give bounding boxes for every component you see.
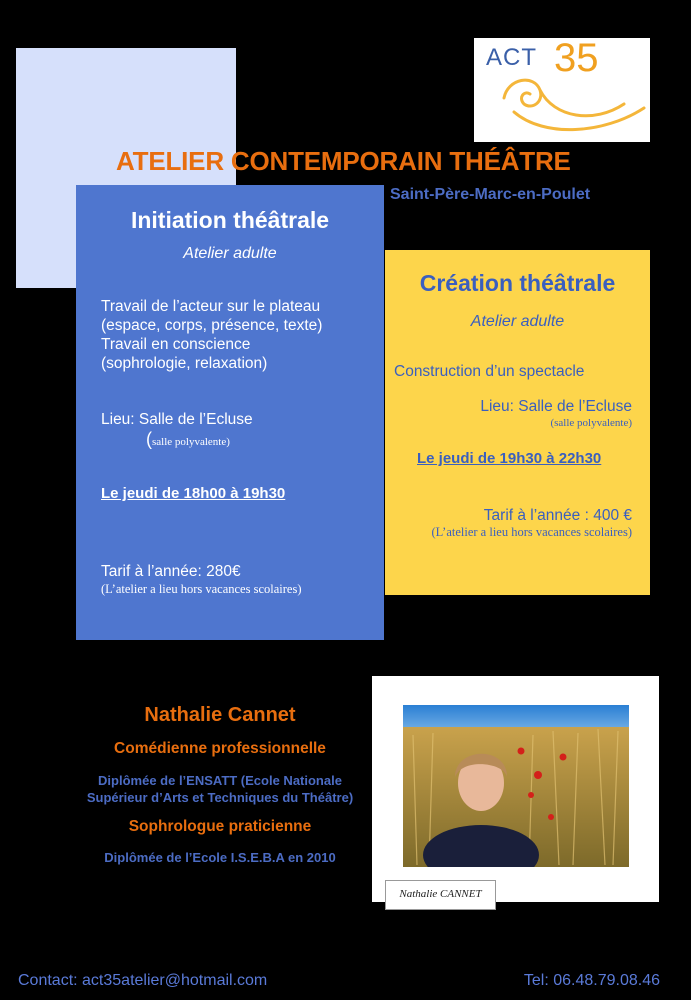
creation-panel xyxy=(385,250,650,595)
creation-schedule: Le jeudi de 19h30 à 22h30 xyxy=(417,450,602,467)
bio-diploma1 xyxy=(40,772,400,806)
initiation-line1: Travail de l’acteur sur le plateau xyxy=(101,298,321,315)
initiation-subheading: Atelier adulte xyxy=(183,245,277,262)
bio-diploma2: Diplômée de l’Ecole I.S.E.B.A en 2010 xyxy=(104,850,336,865)
creation-note: (L’atelier a lieu hors vacances scolaires) xyxy=(431,525,632,539)
creation-place: Lieu: Salle de l’Ecluse xyxy=(480,398,632,415)
initiation-description xyxy=(101,297,322,373)
footer-contact: Contact: act35atelier@hotmail.com xyxy=(18,972,268,989)
creation-subheading: Atelier adulte xyxy=(470,313,565,330)
initiation-schedule: Le jeudi de 18h00 à 19h30 xyxy=(101,485,286,502)
photo-caption: Nathalie CANNET xyxy=(385,880,496,910)
initiation-place-note: salle polyvalente) xyxy=(152,436,230,448)
portrait-photo xyxy=(403,705,629,867)
page-title: ATELIER CONTEMPORAIN THÉÂTRE xyxy=(116,146,571,176)
initiation-line4: (sophrologie, relaxation) xyxy=(101,355,268,372)
initiation-place: Lieu: Salle de l’Ecluse xyxy=(101,411,253,428)
creation-line1: Construction d’un spectacle xyxy=(394,363,585,380)
initiation-heading: Initiation théâtrale xyxy=(130,207,330,233)
bio-name: Nathalie Cannet xyxy=(144,704,296,726)
bio-diploma1-line1: Diplômée de l’ENSATT (Ecole Nationale xyxy=(98,773,342,788)
bio-role-sophrologist: Sophrologue praticienne xyxy=(128,818,312,835)
logo-act-text: ACT xyxy=(486,44,537,71)
bio-role-actress: Comédienne professionnelle xyxy=(114,740,326,757)
initiation-panel xyxy=(76,185,384,640)
initiation-place-paren: ( xyxy=(146,429,152,449)
act35-logo xyxy=(474,38,650,142)
initiation-place-note-wrap xyxy=(146,429,230,450)
initiation-line3: Travail en conscience xyxy=(101,336,251,353)
initiation-price: Tarif à l’année: 280€ xyxy=(101,563,241,580)
creation-place-note: (salle polyvalente) xyxy=(550,417,632,429)
initiation-note: (L’atelier a lieu hors vacances scolaires) xyxy=(101,582,302,596)
creation-heading: Création théâtrale xyxy=(419,270,616,296)
footer-phone: Tel: 06.48.79.08.46 xyxy=(523,972,660,989)
creation-price: Tarif à l’année : 400 € xyxy=(483,507,632,524)
initiation-line2: (espace, corps, présence, texte) xyxy=(101,317,323,334)
bio-diploma1-line2: Supérieur d’Arts et Techniques du Théâtre) xyxy=(86,790,354,805)
logo-number-text: 35 xyxy=(554,36,599,80)
town-name: Saint-Père-Marc-en-Poulet xyxy=(390,186,591,203)
